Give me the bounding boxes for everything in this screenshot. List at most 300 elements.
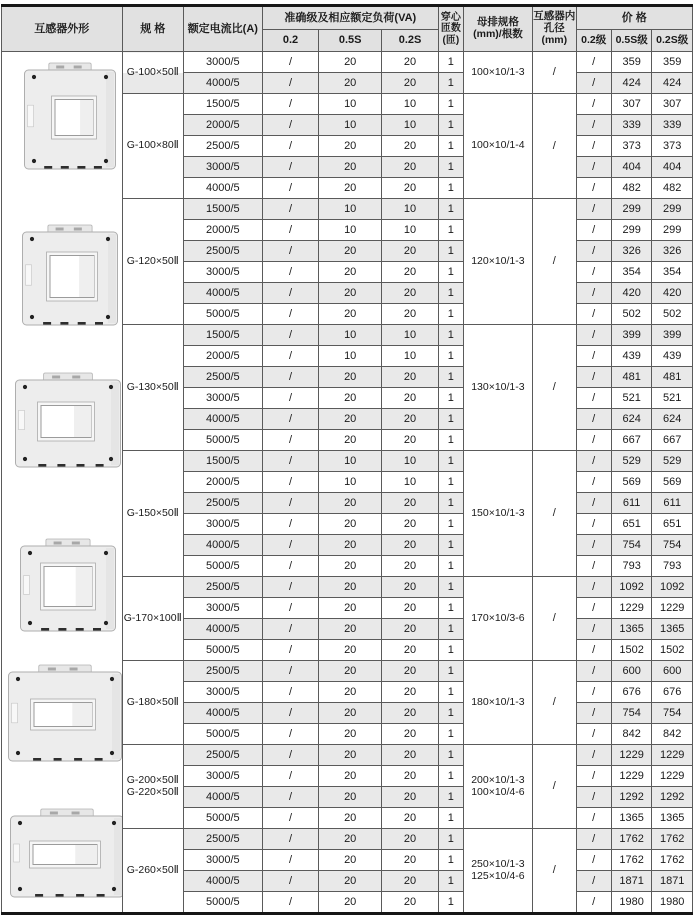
price-0.2S-cell: 667 (652, 430, 693, 451)
price-0.2-cell: / (576, 787, 611, 808)
acc-0.2S-cell: 20 (382, 367, 439, 388)
acc-0.2S-cell: 20 (382, 556, 439, 577)
ratio-cell: 4000/5 (184, 535, 263, 556)
price-0.2-cell: / (576, 409, 611, 430)
acc-0.5S-cell: 10 (319, 472, 382, 493)
acc-0.5S-cell: 20 (319, 703, 382, 724)
acc-0.5S-cell: 20 (319, 871, 382, 892)
price-0.5S-cell: 373 (611, 136, 652, 157)
ratio-cell: 3000/5 (184, 157, 263, 178)
price-0.5S-cell: 299 (611, 199, 652, 220)
busbar-cell-line: 100×10/1-4 (471, 139, 525, 152)
col-header-turns (438, 6, 463, 52)
acc-0.2-cell: / (262, 73, 319, 94)
acc-0.2S-cell: 20 (382, 619, 439, 640)
spec-cell (122, 52, 184, 94)
acc-0.5S-cell: 20 (319, 640, 382, 661)
ratio-cell: 5000/5 (184, 304, 263, 325)
turns-cell: 1 (438, 430, 463, 451)
acc-0.5S-cell: 20 (319, 766, 382, 787)
turns-cell: 1 (438, 787, 463, 808)
ratio-cell: 3000/5 (184, 388, 263, 409)
ratio-cell: 5000/5 (184, 640, 263, 661)
price-0.2-cell: / (576, 829, 611, 850)
price-0.2S-cell: 521 (652, 388, 693, 409)
price-0.2S-cell: 359 (652, 52, 693, 73)
col-header-acc-0.2S: 0.2S (382, 30, 439, 52)
price-0.5S-cell: 521 (611, 388, 652, 409)
acc-0.5S-cell: 20 (319, 619, 382, 640)
turns-cell: 1 (438, 598, 463, 619)
acc-0.2-cell: / (262, 514, 319, 535)
price-0.2S-cell: 651 (652, 514, 693, 535)
price-0.2S-cell: 1229 (652, 766, 693, 787)
ratio-cell: 2500/5 (184, 493, 263, 514)
col-header-price-0.2S: 0.2S级 (652, 30, 693, 52)
acc-0.2-cell: / (262, 619, 319, 640)
ratio-cell: 4000/5 (184, 787, 263, 808)
ratio-cell: 2500/5 (184, 367, 263, 388)
price-0.5S-cell: 1365 (611, 808, 652, 829)
price-0.5S-cell: 1092 (611, 577, 652, 598)
busbar-cell (463, 577, 532, 661)
ct-photo-4 (20, 538, 116, 632)
acc-0.2S-cell: 20 (382, 661, 439, 682)
busbar-cell-line: 125×10/4-6 (471, 869, 525, 882)
col-header-price-0.5S: 0.5S级 (611, 30, 652, 52)
price-0.5S-cell: 439 (611, 346, 652, 367)
ratio-cell: 3000/5 (184, 598, 263, 619)
ratio-cell: 3000/5 (184, 766, 263, 787)
price-0.5S-cell: 1229 (611, 766, 652, 787)
price-0.5S-cell: 1762 (611, 850, 652, 871)
price-0.5S-cell: 624 (611, 409, 652, 430)
spec-cell (122, 94, 184, 199)
acc-0.2S-cell: 10 (382, 199, 439, 220)
ratio-cell: 2000/5 (184, 472, 263, 493)
acc-0.2-cell: / (262, 661, 319, 682)
price-0.2-cell: / (576, 577, 611, 598)
acc-0.2S-cell: 20 (382, 157, 439, 178)
ratio-cell: 1500/5 (184, 451, 263, 472)
price-0.2-cell: / (576, 94, 611, 115)
busbar-cell-line: 170×10/3-6 (471, 611, 525, 624)
price-0.2-cell: / (576, 892, 611, 914)
acc-0.5S-cell: 20 (319, 892, 382, 914)
col-header-price-group: 价 格 (576, 6, 692, 30)
turns-cell: 1 (438, 451, 463, 472)
price-0.2-cell: / (576, 682, 611, 703)
price-0.5S-cell: 1229 (611, 745, 652, 766)
price-0.5S-cell: 793 (611, 556, 652, 577)
ratio-cell: 2500/5 (184, 661, 263, 682)
acc-0.2-cell: / (262, 472, 319, 493)
ratio-cell: 5000/5 (184, 430, 263, 451)
ratio-cell: 2500/5 (184, 136, 263, 157)
price-0.5S-cell: 299 (611, 220, 652, 241)
price-0.2S-cell: 793 (652, 556, 693, 577)
turns-cell: 1 (438, 367, 463, 388)
turns-cell: 1 (438, 73, 463, 94)
acc-0.2-cell: / (262, 556, 319, 577)
price-0.5S-cell: 420 (611, 283, 652, 304)
spec-cell-line: G-220×50Ⅱ (126, 785, 179, 798)
acc-0.2S-cell: 10 (382, 115, 439, 136)
busbar-cell (463, 199, 532, 325)
acc-0.5S-cell: 20 (319, 598, 382, 619)
price-0.2-cell: / (576, 766, 611, 787)
ratio-cell: 2000/5 (184, 346, 263, 367)
turns-cell: 1 (438, 409, 463, 430)
price-0.2S-cell: 339 (652, 115, 693, 136)
price-0.5S-cell: 1365 (611, 619, 652, 640)
price-0.2S-cell: 529 (652, 451, 693, 472)
price-0.2S-cell: 1292 (652, 787, 693, 808)
hole-diameter-cell-line: / (552, 66, 556, 79)
price-0.2-cell: / (576, 661, 611, 682)
acc-0.5S-cell: 20 (319, 430, 382, 451)
busbar-cell-line: 250×10/1-3 (471, 857, 525, 870)
acc-0.5S-cell: 20 (319, 367, 382, 388)
turns-cell: 1 (438, 283, 463, 304)
turns-cell: 1 (438, 619, 463, 640)
ct-spec-price-table (1, 4, 693, 915)
ratio-cell: 4000/5 (184, 409, 263, 430)
acc-0.2-cell: / (262, 388, 319, 409)
ratio-cell: 1500/5 (184, 325, 263, 346)
spec-cell (122, 829, 184, 914)
price-0.2S-cell: 754 (652, 703, 693, 724)
price-0.2-cell: / (576, 724, 611, 745)
price-0.5S-cell: 339 (611, 115, 652, 136)
price-0.5S-cell: 676 (611, 682, 652, 703)
acc-0.2-cell: / (262, 199, 319, 220)
acc-0.5S-cell: 20 (319, 829, 382, 850)
price-0.2S-cell: 373 (652, 136, 693, 157)
price-0.2S-cell: 569 (652, 472, 693, 493)
price-0.5S-cell: 326 (611, 241, 652, 262)
price-0.2S-cell: 420 (652, 283, 693, 304)
price-0.5S-cell: 611 (611, 493, 652, 514)
acc-0.2S-cell: 20 (382, 535, 439, 556)
price-0.5S-cell: 569 (611, 472, 652, 493)
price-0.5S-cell: 482 (611, 178, 652, 199)
ratio-cell: 1500/5 (184, 199, 263, 220)
turns-cell: 1 (438, 850, 463, 871)
acc-0.5S-cell: 20 (319, 178, 382, 199)
price-0.5S-cell: 1980 (611, 892, 652, 914)
acc-0.2-cell: / (262, 136, 319, 157)
ratio-cell: 3000/5 (184, 514, 263, 535)
turns-cell: 1 (438, 136, 463, 157)
turns-cell: 1 (438, 178, 463, 199)
price-0.2S-cell: 404 (652, 157, 693, 178)
acc-0.2S-cell: 20 (382, 514, 439, 535)
hole-diameter-cell (533, 451, 576, 577)
price-0.5S-cell: 600 (611, 661, 652, 682)
acc-0.2-cell: / (262, 409, 319, 430)
hole-diameter-cell-line: / (552, 381, 556, 394)
price-0.2S-cell: 481 (652, 367, 693, 388)
busbar-cell (463, 451, 532, 577)
ct-photo-2 (22, 224, 118, 326)
acc-0.2-cell: / (262, 115, 319, 136)
price-0.2S-cell: 624 (652, 409, 693, 430)
price-0.2-cell: / (576, 619, 611, 640)
price-0.2-cell: / (576, 199, 611, 220)
acc-0.2-cell: / (262, 262, 319, 283)
price-0.5S-cell: 1292 (611, 787, 652, 808)
acc-0.5S-cell: 20 (319, 787, 382, 808)
acc-0.2-cell: / (262, 682, 319, 703)
acc-0.2-cell: / (262, 829, 319, 850)
acc-0.2-cell: / (262, 598, 319, 619)
acc-0.2S-cell: 20 (382, 304, 439, 325)
busbar-line: 母排规格 (476, 16, 519, 29)
hole-diameter-cell-line: / (552, 612, 556, 625)
acc-0.2S-cell: 20 (382, 430, 439, 451)
acc-0.2-cell: / (262, 220, 319, 241)
ct-photo-1 (24, 62, 116, 170)
price-0.2S-cell: 1365 (652, 619, 693, 640)
acc-0.5S-cell: 20 (319, 556, 382, 577)
acc-0.5S-cell: 20 (319, 283, 382, 304)
price-0.2S-cell: 326 (652, 241, 693, 262)
price-0.5S-cell: 424 (611, 73, 652, 94)
turns-cell: 1 (438, 724, 463, 745)
turns-cell: 1 (438, 577, 463, 598)
acc-0.2-cell: / (262, 640, 319, 661)
price-0.2-cell: / (576, 556, 611, 577)
price-0.2-cell: / (576, 388, 611, 409)
acc-0.5S-cell: 20 (319, 535, 382, 556)
price-0.5S-cell: 1229 (611, 598, 652, 619)
acc-0.5S-cell: 20 (319, 388, 382, 409)
turns-cell: 1 (438, 535, 463, 556)
hole-diameter-cell (533, 745, 576, 829)
spec-cell (122, 661, 184, 745)
price-0.2-cell: / (576, 346, 611, 367)
busbar-cell (463, 325, 532, 451)
price-0.2-cell: / (576, 283, 611, 304)
acc-0.2S-cell: 20 (382, 871, 439, 892)
table-body (2, 52, 693, 914)
acc-0.5S-cell: 20 (319, 850, 382, 871)
turns-cell: 1 (438, 640, 463, 661)
turns-cell: 1 (438, 157, 463, 178)
price-0.2S-cell: 399 (652, 325, 693, 346)
ratio-cell: 3000/5 (184, 262, 263, 283)
price-0.5S-cell: 754 (611, 535, 652, 556)
price-0.5S-cell: 1871 (611, 871, 652, 892)
acc-0.2-cell: / (262, 157, 319, 178)
acc-0.2S-cell: 10 (382, 94, 439, 115)
price-0.2S-cell: 1092 (652, 577, 693, 598)
busbar-line: (mm)/根数 (473, 28, 523, 40)
price-0.2-cell: / (576, 325, 611, 346)
acc-0.2S-cell: 20 (382, 787, 439, 808)
ratio-cell: 5000/5 (184, 808, 263, 829)
price-0.5S-cell: 399 (611, 325, 652, 346)
turns-cell: 1 (438, 472, 463, 493)
acc-0.2S-cell: 10 (382, 346, 439, 367)
busbar-cell-line: 130×10/1-3 (471, 380, 525, 393)
acc-0.2-cell: / (262, 724, 319, 745)
turns-cell: 1 (438, 115, 463, 136)
acc-0.5S-cell: 20 (319, 304, 382, 325)
price-0.2-cell: / (576, 514, 611, 535)
price-0.5S-cell: 307 (611, 94, 652, 115)
price-0.2-cell: / (576, 493, 611, 514)
acc-0.2-cell: / (262, 493, 319, 514)
acc-0.5S-cell: 20 (319, 514, 382, 535)
ct-photo-3 (15, 372, 121, 468)
spec-cell-line: G-170×100Ⅱ (123, 611, 182, 624)
col-header-appearance: 互感器外形 (2, 6, 123, 52)
price-0.2S-cell: 502 (652, 304, 693, 325)
acc-0.2S-cell: 20 (382, 829, 439, 850)
price-0.5S-cell: 481 (611, 367, 652, 388)
acc-0.2S-cell: 20 (382, 388, 439, 409)
acc-0.2S-cell: 20 (382, 745, 439, 766)
price-0.2-cell: / (576, 220, 611, 241)
acc-0.2-cell: / (262, 241, 319, 262)
acc-0.5S-cell: 20 (319, 724, 382, 745)
acc-0.2S-cell: 20 (382, 808, 439, 829)
turns-cell: 1 (438, 325, 463, 346)
price-0.2-cell: / (576, 178, 611, 199)
acc-0.2S-cell: 10 (382, 451, 439, 472)
acc-0.2-cell: / (262, 871, 319, 892)
acc-0.5S-cell: 10 (319, 451, 382, 472)
turns-cell: 1 (438, 52, 463, 73)
acc-0.5S-cell: 20 (319, 682, 382, 703)
spec-cell-line: G-100×80Ⅱ (126, 139, 179, 152)
acc-0.2-cell: / (262, 430, 319, 451)
ct-photo-5 (8, 664, 122, 762)
acc-0.2-cell: / (262, 451, 319, 472)
hole-line: 互感器内 (533, 10, 576, 23)
hole-diameter-cell-line: / (552, 864, 556, 877)
hole-diameter-cell-line: / (552, 139, 556, 152)
acc-0.5S-cell: 10 (319, 325, 382, 346)
ratio-cell: 4000/5 (184, 871, 263, 892)
price-0.2-cell: / (576, 136, 611, 157)
turns-cell: 1 (438, 556, 463, 577)
acc-0.2S-cell: 20 (382, 766, 439, 787)
acc-0.5S-cell: 10 (319, 220, 382, 241)
turns-cell: 1 (438, 682, 463, 703)
acc-0.2S-cell: 20 (382, 703, 439, 724)
price-0.2S-cell: 1762 (652, 829, 693, 850)
price-0.2-cell: / (576, 703, 611, 724)
acc-0.2-cell: / (262, 325, 319, 346)
acc-0.2-cell: / (262, 577, 319, 598)
ratio-cell: 3000/5 (184, 682, 263, 703)
spec-cell-line: G-150×50Ⅱ (126, 506, 179, 519)
ratio-cell: 2500/5 (184, 745, 263, 766)
turns-cell: 1 (438, 871, 463, 892)
spec-cell-line: G-180×50Ⅱ (126, 695, 179, 708)
acc-0.2S-cell: 20 (382, 493, 439, 514)
turns-cell: 1 (438, 304, 463, 325)
price-0.2-cell: / (576, 52, 611, 73)
turns-cell: 1 (438, 808, 463, 829)
ratio-cell: 2500/5 (184, 577, 263, 598)
turns-cell: 1 (438, 94, 463, 115)
acc-0.5S-cell: 20 (319, 262, 382, 283)
price-0.2-cell: / (576, 850, 611, 871)
price-0.2S-cell: 299 (652, 199, 693, 220)
turns-cell: 1 (438, 514, 463, 535)
turns-cell: 1 (438, 892, 463, 914)
spec-cell (122, 451, 184, 577)
acc-0.2S-cell: 20 (382, 73, 439, 94)
acc-0.2-cell: / (262, 367, 319, 388)
hole-diameter-cell (533, 52, 576, 94)
acc-0.2-cell: / (262, 52, 319, 73)
acc-0.5S-cell: 20 (319, 157, 382, 178)
acc-0.2-cell: / (262, 283, 319, 304)
ratio-cell: 2500/5 (184, 829, 263, 850)
acc-0.5S-cell: 20 (319, 73, 382, 94)
acc-0.2S-cell: 20 (382, 52, 439, 73)
hole-line: 孔径(mm) (541, 22, 568, 46)
ratio-cell: 4000/5 (184, 178, 263, 199)
acc-0.5S-cell: 10 (319, 115, 382, 136)
turns-cell: 1 (438, 388, 463, 409)
price-0.5S-cell: 842 (611, 724, 652, 745)
price-0.2-cell: / (576, 157, 611, 178)
hole-diameter-cell (533, 325, 576, 451)
ct-photo-6 (10, 808, 122, 898)
table-row (2, 52, 693, 73)
price-0.2-cell: / (576, 808, 611, 829)
price-0.2-cell: / (576, 535, 611, 556)
price-0.2S-cell: 1229 (652, 745, 693, 766)
acc-0.2S-cell: 20 (382, 577, 439, 598)
col-header-accuracy-group: 准确级及相应额定负荷(VA) (262, 6, 438, 30)
busbar-cell-line: 100×10/4-6 (471, 785, 525, 798)
price-0.2-cell: / (576, 871, 611, 892)
price-0.2-cell: / (576, 451, 611, 472)
acc-0.5S-cell: 20 (319, 136, 382, 157)
acc-0.5S-cell: 20 (319, 493, 382, 514)
hole-diameter-cell-line: / (552, 696, 556, 709)
acc-0.2-cell: / (262, 787, 319, 808)
acc-0.2-cell: / (262, 850, 319, 871)
price-0.2S-cell: 424 (652, 73, 693, 94)
acc-0.2S-cell: 10 (382, 220, 439, 241)
price-0.5S-cell: 651 (611, 514, 652, 535)
col-header-ratio: 额定电流比(A) (184, 6, 263, 52)
hole-diameter-cell-line: / (552, 255, 556, 268)
acc-0.2-cell: / (262, 94, 319, 115)
price-0.2S-cell: 676 (652, 682, 693, 703)
price-0.2S-cell: 1871 (652, 871, 693, 892)
price-0.5S-cell: 529 (611, 451, 652, 472)
turns-cell: 1 (438, 220, 463, 241)
ratio-cell: 4000/5 (184, 283, 263, 304)
acc-0.2-cell: / (262, 304, 319, 325)
turns-cell: 1 (438, 745, 463, 766)
turns-line: 匝数 (440, 23, 461, 35)
turns-cell: 1 (438, 766, 463, 787)
price-0.2S-cell: 482 (652, 178, 693, 199)
ratio-cell: 4000/5 (184, 703, 263, 724)
acc-0.2S-cell: 20 (382, 262, 439, 283)
spec-cell-line: G-260×50Ⅱ (126, 863, 179, 876)
